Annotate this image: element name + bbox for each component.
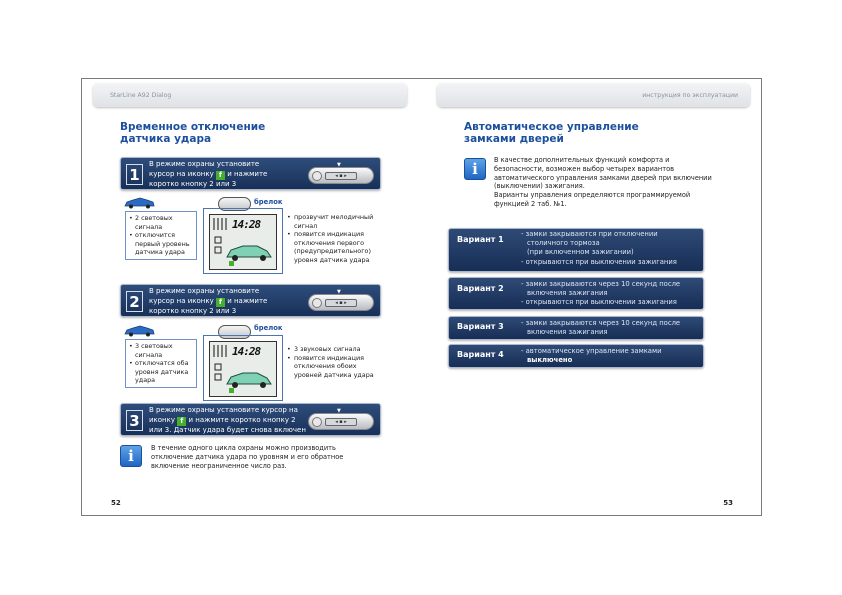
- note-line: отключение датчика удара по уровням и его обратное: [151, 452, 344, 461]
- left-title-line2: датчика удара: [120, 133, 212, 145]
- keyfob-icon: [308, 162, 374, 184]
- lcd-time: 14:28: [232, 345, 261, 358]
- step-3-panel: [120, 403, 381, 436]
- step-text-line: коротко кнопку 2 или 3: [149, 179, 237, 188]
- intro-line: Варианты управления определяются программируемой: [494, 191, 691, 200]
- keyfob-caption: брелок: [254, 198, 283, 206]
- lcd-screen: [209, 341, 277, 397]
- signal-list: [125, 211, 197, 260]
- variant-line: - замки закрываются через 10 секунд после: [521, 280, 681, 288]
- shock-sensor-icon: f: [177, 417, 186, 426]
- page-header-left: StarLine A92 Dialog: [93, 83, 407, 107]
- intro-line: В качестве дополнительных функций комфорта и: [494, 156, 670, 164]
- page-number-right: 53: [723, 499, 733, 507]
- step-number: 3: [126, 410, 143, 431]
- right-title-line2: замками дверей: [464, 133, 564, 145]
- step-text-part: и нажмите: [227, 169, 268, 178]
- list-item: • 3 световых сигнала: [128, 342, 194, 359]
- variant-line: включения зажигания: [527, 328, 608, 337]
- list-item: • отключится первый уровень датчика удара: [128, 231, 194, 257]
- shock-sensor-icon: f: [216, 298, 225, 307]
- variant-description: [521, 319, 703, 337]
- step-text-part: и нажмите: [227, 296, 268, 305]
- keyfob-response-list: [287, 345, 379, 379]
- step-number: 1: [126, 164, 143, 185]
- variant-label: Вариант 2: [457, 284, 504, 293]
- step-text: [149, 287, 309, 316]
- variant-label: Вариант 4: [457, 350, 504, 359]
- step-text-line: В режиме охраны установите: [149, 287, 260, 295]
- step-text-line: коротко кнопку 2 или 3: [149, 306, 237, 315]
- list-item: • прозвучит мелодичный сигнал: [287, 213, 377, 230]
- step-text-line: [149, 297, 309, 307]
- cursor-arrow-icon: ▼: [337, 162, 341, 168]
- step-text: [149, 160, 309, 189]
- variant-line: - замки закрываются при отключении: [521, 230, 658, 238]
- variant-label: Вариант 1: [457, 235, 504, 244]
- variant-line: столичного тормоза: [527, 239, 600, 248]
- step-text-part: курсор на иконку: [149, 169, 214, 178]
- info-icon: i: [120, 445, 142, 467]
- lcd-screen: [209, 214, 277, 270]
- intro-line: функцией 2 таб. №1.: [494, 199, 567, 208]
- cursor-arrow-icon: ▼: [337, 408, 341, 414]
- variant-2-panel: [448, 277, 704, 310]
- lcd-time: 14:28: [232, 218, 261, 231]
- page-number-left: 52: [111, 499, 121, 507]
- info-icon: i: [464, 158, 486, 180]
- list-item: • появится индикация отключения первого (предупредительного) уровня датчика удара: [287, 230, 377, 264]
- shock-sensor-icon: f: [216, 171, 225, 180]
- step-2-panel: [120, 284, 381, 317]
- keyfob-buttons-icon: ◂ ▪ ▸: [325, 172, 357, 180]
- variant-line: - открываются при выключении зажигания: [521, 298, 677, 307]
- lcd-car-icon: [213, 362, 275, 394]
- variant-line: - автоматическое управление замками: [521, 347, 662, 355]
- step-text-line: [149, 416, 319, 426]
- variant-description: [521, 347, 703, 365]
- variant-line: выключено: [527, 356, 573, 365]
- right-title: [464, 121, 639, 145]
- note-line: включение неограниченное число раз.: [151, 461, 287, 470]
- step-text: [149, 406, 319, 435]
- left-title-line1: Временное отключение: [120, 121, 266, 133]
- variant-line: включения зажигания: [527, 289, 608, 298]
- page-right: [422, 79, 761, 515]
- keyfob-icon: [308, 408, 374, 430]
- cursor-arrow-icon: ▼: [337, 289, 341, 295]
- step-text-part: иконку: [149, 415, 176, 424]
- page-left: [82, 79, 422, 515]
- signal-bars-icon: [213, 218, 227, 230]
- variant-line: - замки закрываются через 10 секунд после: [521, 319, 681, 327]
- intro-line: (выключении) зажигания.: [494, 182, 585, 191]
- intro-line: автоматического управления замками дверей при включении: [494, 173, 712, 182]
- keyfob-buttons-icon: ◂ ▪ ▸: [325, 418, 357, 426]
- intro-line: безопасности, возможен выбор четырех вариантов: [494, 164, 674, 173]
- note-line: В течение одного цикла охраны можно производить: [151, 444, 336, 452]
- variant-line: - открываются при выключении зажигания: [521, 257, 677, 266]
- signal-bars-icon: [213, 345, 227, 357]
- page-header-right: инструкция по эксплуатации: [437, 83, 750, 107]
- variant-description: [521, 230, 703, 267]
- list-item: • 2 световых сигнала: [128, 214, 194, 231]
- step-text-part: курсор на иконку: [149, 296, 214, 305]
- keyfob-response-list: [287, 213, 377, 265]
- list-item: • 3 звуковых сигнала: [287, 345, 379, 354]
- variant-4-panel: [448, 344, 704, 368]
- keyfob-ring-icon: [312, 171, 322, 181]
- step-number: 2: [126, 291, 143, 312]
- left-title: [120, 121, 265, 145]
- keyfob-caption: брелок: [254, 324, 283, 332]
- variant-3-panel: [448, 316, 704, 340]
- list-item: • отключатся оба уровня датчика удара: [128, 359, 194, 385]
- variant-description: [521, 280, 703, 308]
- keyfob-ring-icon: [312, 298, 322, 308]
- step-text-part: и нажмите коротко кнопку 2: [188, 415, 296, 424]
- info-note: [151, 444, 381, 470]
- step-1-panel: [120, 157, 381, 190]
- car-icon: [123, 196, 156, 209]
- variant-1-panel: [448, 228, 704, 272]
- keyfob-ring-icon: [312, 417, 322, 427]
- manual-spread: [81, 78, 762, 516]
- keyfob-buttons-icon: ◂ ▪ ▸: [325, 299, 357, 307]
- right-title-line1: Автоматическое управление: [464, 121, 639, 133]
- step-text-line: [149, 170, 309, 180]
- car-icon: [123, 324, 156, 337]
- list-item: • появится индикация отключения обоих уровней датчика удара: [287, 354, 379, 380]
- lcd-car-icon: [213, 235, 275, 267]
- step-text-line: В режиме охраны установите курсор на: [149, 406, 298, 414]
- intro-text: [494, 156, 739, 209]
- lcd-display-frame: [203, 335, 283, 401]
- signal-list: [125, 339, 197, 388]
- variant-label: Вариант 3: [457, 322, 504, 331]
- step-text-line: или 3. Датчик удара будет снова включен: [149, 425, 306, 434]
- lcd-display-frame: [203, 208, 283, 274]
- keyfob-icon: [308, 289, 374, 311]
- variant-line: (при включенном зажигании): [527, 248, 634, 257]
- step-text-line: В режиме охраны установите: [149, 160, 260, 168]
